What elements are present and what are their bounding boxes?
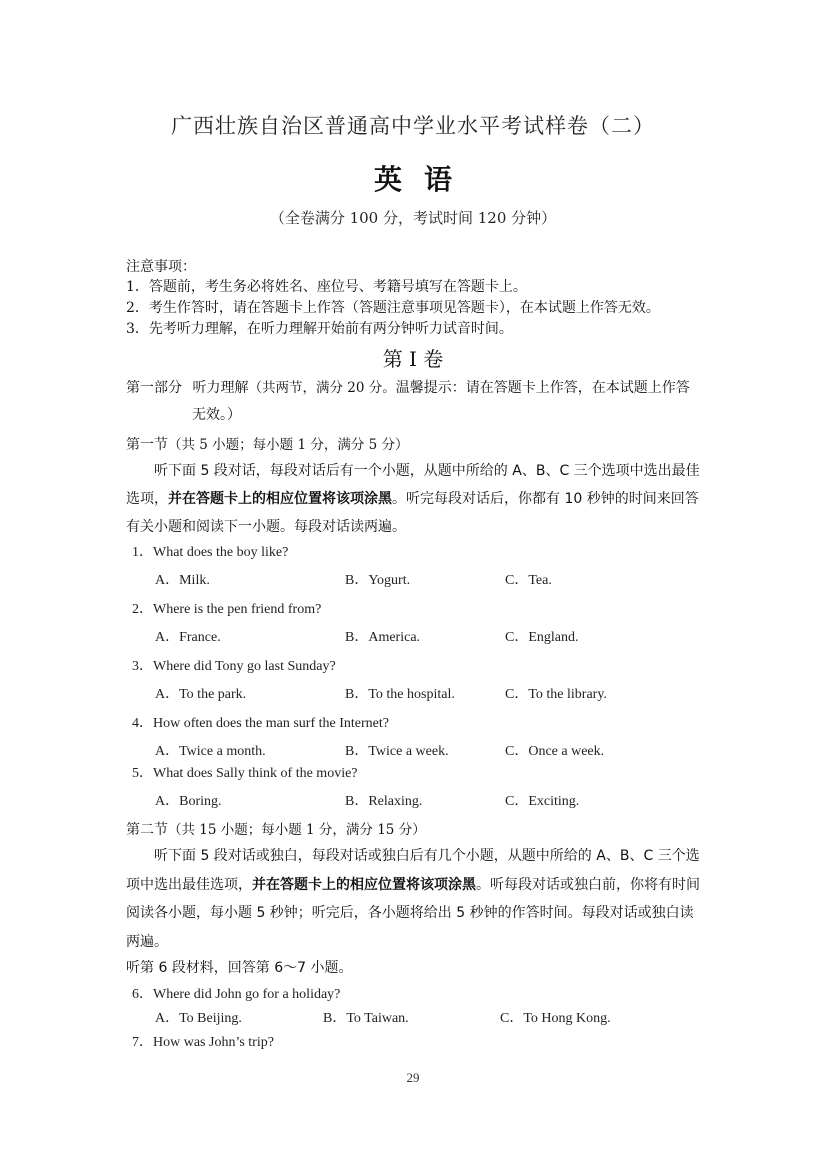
note-item-1 — [126, 276, 527, 296]
volume-title: 第 I 卷 — [382, 347, 444, 371]
question-number: 3． — [132, 659, 153, 674]
material-note: 听第 6 段材料，回答第 6～7 小题。 — [126, 960, 353, 976]
note-text-emphasis: 请在答题卡上作答 — [232, 300, 345, 316]
question-text: What does the boy like? — [153, 545, 289, 560]
note-text: 先考听力理解，在听力理解开始前有两分钟听力试音时间。 — [148, 321, 513, 337]
question-text: How was John’s trip? — [153, 1035, 274, 1050]
instr-text: 听下面 5 段对话或独白，每段对话或独白后有几个小题，从题中所给的 A、B、C 三个选项中选出最佳选项， — [126, 848, 700, 893]
instr-text: 。听每段对话或独白前，你将有时间阅读各小题，每小题 5 秒钟；听完后，各小题将给出 5 秒钟的作答时间。每段对话或独白读两遍。 — [126, 876, 700, 950]
question-text: Where did Tony go last Sunday? — [153, 659, 336, 674]
question-number: 5． — [132, 766, 153, 781]
option-b: B．Twice a week. — [345, 744, 449, 759]
note-item-3 — [126, 318, 513, 338]
section1-instructions — [126, 457, 706, 541]
instr-text: 每段对话读两遍。 — [294, 519, 406, 535]
option-c: C．England. — [505, 630, 579, 645]
question-text: Where is the pen friend from? — [153, 602, 322, 617]
note-item-2 — [126, 297, 660, 317]
question-number: 2． — [132, 602, 153, 617]
question-5 — [132, 762, 358, 782]
option-b: B．Relaxing. — [345, 794, 423, 809]
exam-meta: （全卷满分 100 分，考试时间 120 分钟） — [269, 209, 557, 227]
option-b: B．To the hospital. — [345, 687, 455, 702]
section1-header — [126, 433, 409, 454]
part1-desc-cont: 无效。） — [192, 407, 241, 423]
option-c: C．To Hong Kong. — [500, 1011, 611, 1026]
note-number: 2． — [126, 300, 149, 316]
option-b: B．To Taiwan. — [323, 1011, 409, 1026]
question-1 — [132, 541, 288, 561]
option-c: C．Tea. — [505, 573, 552, 588]
section2-header — [126, 818, 426, 839]
option-b: B．Yogurt. — [345, 573, 411, 588]
option-c: C．Once a week. — [505, 744, 605, 759]
question-7 — [132, 1031, 274, 1051]
question-number: 6． — [132, 987, 153, 1002]
option-b: B．America. — [345, 630, 421, 645]
option-a: A．Milk. — [155, 573, 210, 588]
instr-bold: 并在答题卡上的相应位置将该项涂黑 — [168, 491, 392, 507]
instr-text: 。听完每段对话后，你都有 10 秒钟的时间来回答有关小题和阅读下一小题。 — [126, 491, 699, 535]
note-text: 答题前，考生务必将姓名、座位号、考籍号填写在答题卡上。 — [148, 279, 527, 295]
part-tip: 温馨提示：请在答题卡上作答，在本试题上作答 — [395, 380, 690, 396]
question-number: 7． — [132, 1035, 153, 1050]
notes-heading: 注意事项： — [126, 259, 196, 275]
option-c: C．To the library. — [505, 687, 607, 702]
option-a: A．To Beijing. — [155, 1011, 242, 1026]
section-title: 第一节 — [126, 437, 168, 453]
option-a: A．Boring. — [155, 794, 222, 809]
note-text: （答题注意事项见答题卡）， — [344, 300, 520, 316]
note-number: 1． — [126, 279, 149, 295]
exam-title: 广西壮族自治区普通高中学业水平考试样卷（二） — [171, 114, 655, 138]
note-text-emphasis: 在本试题上作答无效。 — [519, 300, 660, 316]
question-text: What does Sally think of the movie? — [153, 766, 358, 781]
instr-bold: 并在答题卡上的相应位置将该项涂黑 — [252, 876, 476, 893]
section-desc: （共 15 小题；每小题 1 分，满分 15 分） — [168, 822, 426, 838]
part-title: 听力理解 — [192, 380, 249, 396]
part-label: 第一部分 — [126, 380, 182, 396]
option-a: A．Twice a month. — [155, 744, 266, 759]
question-6 — [132, 983, 340, 1003]
section-desc: （共 5 小题；每小题 1 分，满分 5 分） — [168, 437, 409, 453]
question-4 — [132, 712, 389, 732]
question-number: 4． — [132, 716, 153, 731]
part-desc: （共两节，满分 20 分。 — [248, 380, 396, 396]
question-2 — [132, 598, 321, 618]
note-number: 3． — [126, 321, 149, 337]
question-text: Where did John go for a holiday? — [153, 987, 341, 1002]
page-number: 29 — [406, 1070, 420, 1085]
part1-header — [126, 376, 690, 397]
option-a: A．To the park. — [155, 687, 247, 702]
section-title: 第二节 — [126, 822, 168, 838]
instr-text: 听下面 5 段对话，每段对话后有一个小题，从题中所给的 A、B、C 三个选项中选出最佳选项， — [126, 463, 700, 507]
question-text: How often does the man surf the Internet? — [153, 716, 389, 731]
option-c: C．Exciting. — [505, 794, 580, 809]
subject-title: 英语 — [373, 163, 474, 196]
question-3 — [132, 655, 336, 675]
option-a: A．France. — [155, 630, 221, 645]
note-text: 考生作答时， — [148, 300, 233, 316]
question-number: 1． — [132, 545, 153, 560]
section2-instructions — [126, 842, 706, 956]
